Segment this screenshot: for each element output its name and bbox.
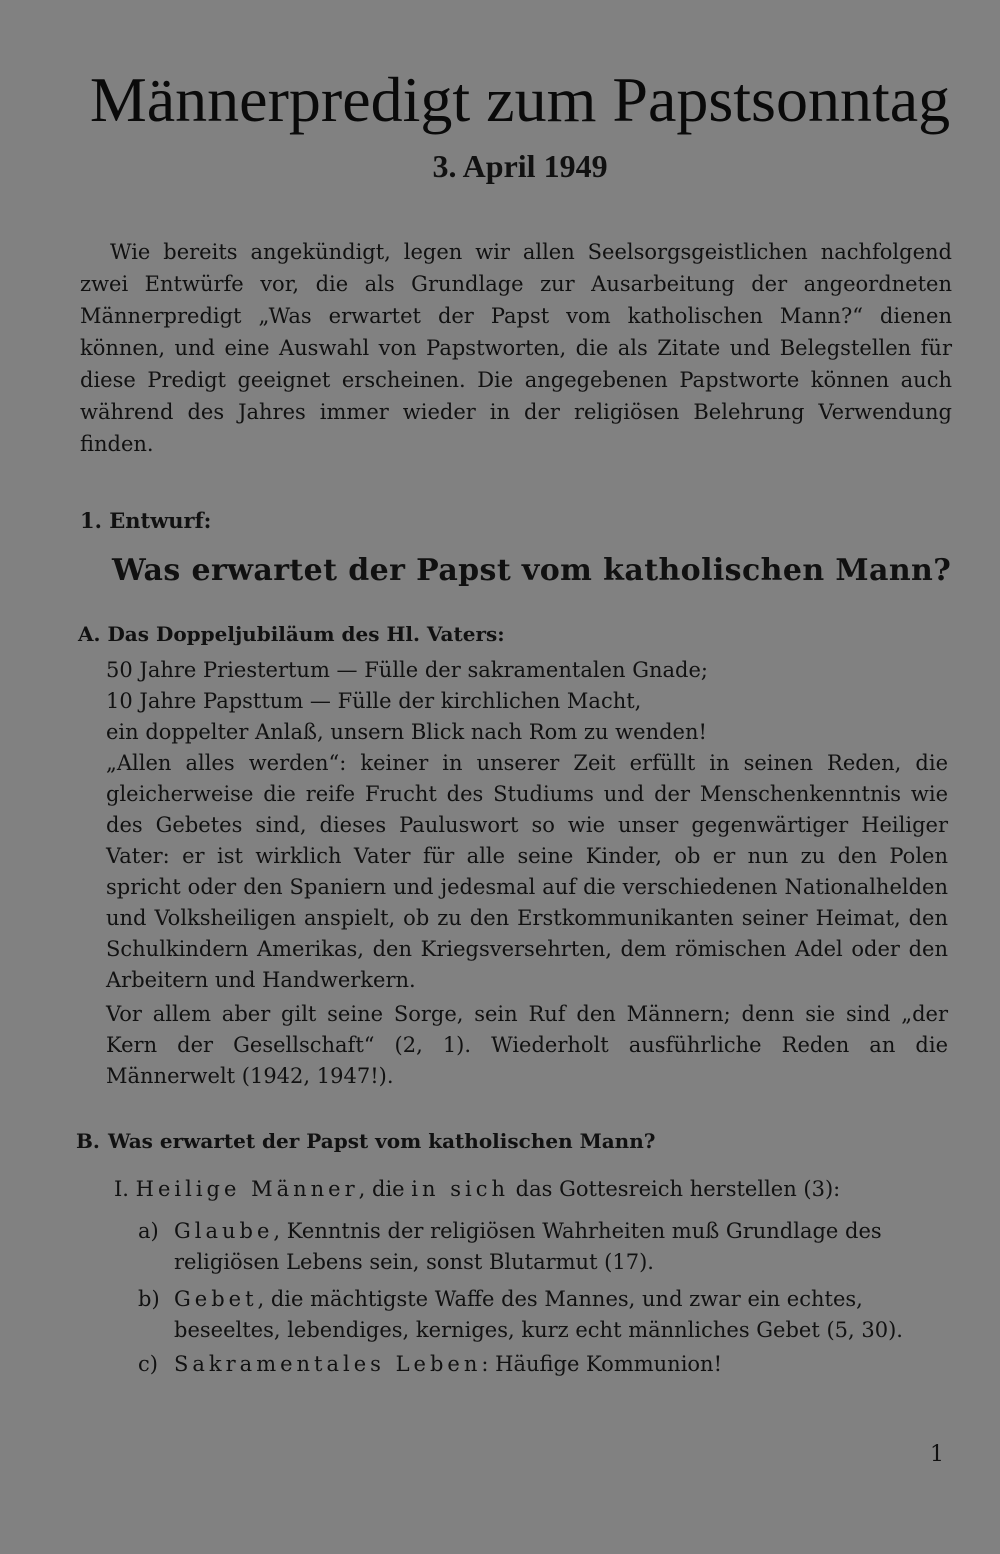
item-i [114,1174,840,1205]
item-a [138,1216,948,1278]
item-b [138,1284,948,1346]
section-b-heading [76,1126,655,1156]
item-i-spaced-2: in sich [411,1177,509,1201]
section-a-line-1: 50 Jahre Priestertum — Fülle der sakramentalen Gnade; [106,658,708,682]
sermon-subtitle: Was erwartet der Papst vom katholischen Mann? [112,553,952,588]
item-b-marker: b) [138,1287,160,1311]
item-i-marker: I. [114,1177,129,1201]
entwurf-heading: 1. Entwurf: [80,508,212,533]
page-number: 1 [930,1442,944,1467]
item-b-spaced: Gebet [174,1287,258,1311]
document-date: 3. April 1949 [432,148,608,184]
section-b-heading-text: Was erwartet der Papst vom katholischen Mann? [108,1129,656,1153]
section-a-line-2: 10 Jahre Papsttum — Fülle der kirchlichen Macht, [106,689,642,713]
item-c-text: : Häufige Kommunion! [481,1352,723,1376]
document-title: Männerpredigt zum Papstsonntag [89,64,951,135]
item-i-mid: , die [358,1177,412,1201]
item-b-text: , die mächtigste Waffe des Mannes, und zwar ein echtes, beseeltes, lebendiges, kerniges, kurz echt männliches Gebet (5, 30). [174,1287,903,1342]
item-i-rest: das Gottesreich herstellen (3): [508,1177,841,1201]
section-b-marker: B. [76,1129,100,1153]
item-i-spaced-1: Heilige Männer [135,1177,359,1201]
item-c-marker: c) [138,1352,158,1376]
item-a-marker: a) [138,1219,159,1243]
section-a-paragraph-1: „Allen alles werden“: keiner in unserer Zeit erfüllt in seinen Reden, die gleicherweise die reife Frucht des Studiums und der Menschenkenntnis wie des Gebetes sind, dieses Pauluswort so wie unser gegenwärtiger Heiliger Vater: er ist wirklich Vater für alle seine Kinder, ob er nun zu den Polen spricht oder den Spaniern und jedesmal auf die verschiedenen Nationalhelden und Volksheiligen anspielt, ob zu den Erstkommunikanten seiner Heimat, den Schulkindern Amerikas, den Kriegsversehrten, dem römischen Adel oder den Arbeitern und Handwerkern. [106,751,948,992]
section-a-body [106,655,948,1092]
item-a-spaced: Glaube [174,1219,274,1243]
section-a-line-3: ein doppelter Anlaß, unsern Blick nach Rom zu wenden! [106,720,707,744]
intro-paragraph: Wie bereits angekündigt, legen wir allen Seelsorgsgeistlichen nachfolgend zwei Entwürfe vor, die als Grundlage zur Ausarbeitung der angeordneten Männerpredigt „Was erwartet der Papst vom katholischen Mann?“ dienen können, und eine Auswahl von Papstworten, die als Zitate und Belegstellen für diese Predigt geeignet erscheinen. Die angegebenen Papstworte können auch während des Jahres immer wieder in der religiösen Belehrung Verwendung finden. [80,240,952,456]
item-c-spaced: Sakramentales Leben [174,1352,482,1376]
section-a-heading: A. Das Doppeljubiläum des Hl. Vaters: [78,622,505,646]
item-c [138,1349,948,1380]
section-a-paragraph-2: Vor allem aber gilt seine Sorge, sein Ruf den Männern; denn sie sind „der Kern der Gesellschaft“ (2, 1). Wiederholt ausführliche Reden an die Männerwelt (1942, 1947!). [106,1002,948,1088]
item-a-text: , Kenntnis der religiösen Wahrheiten muß Grundlage des religiösen Lebens sein, sonst Blutarmut (17). [174,1219,882,1274]
